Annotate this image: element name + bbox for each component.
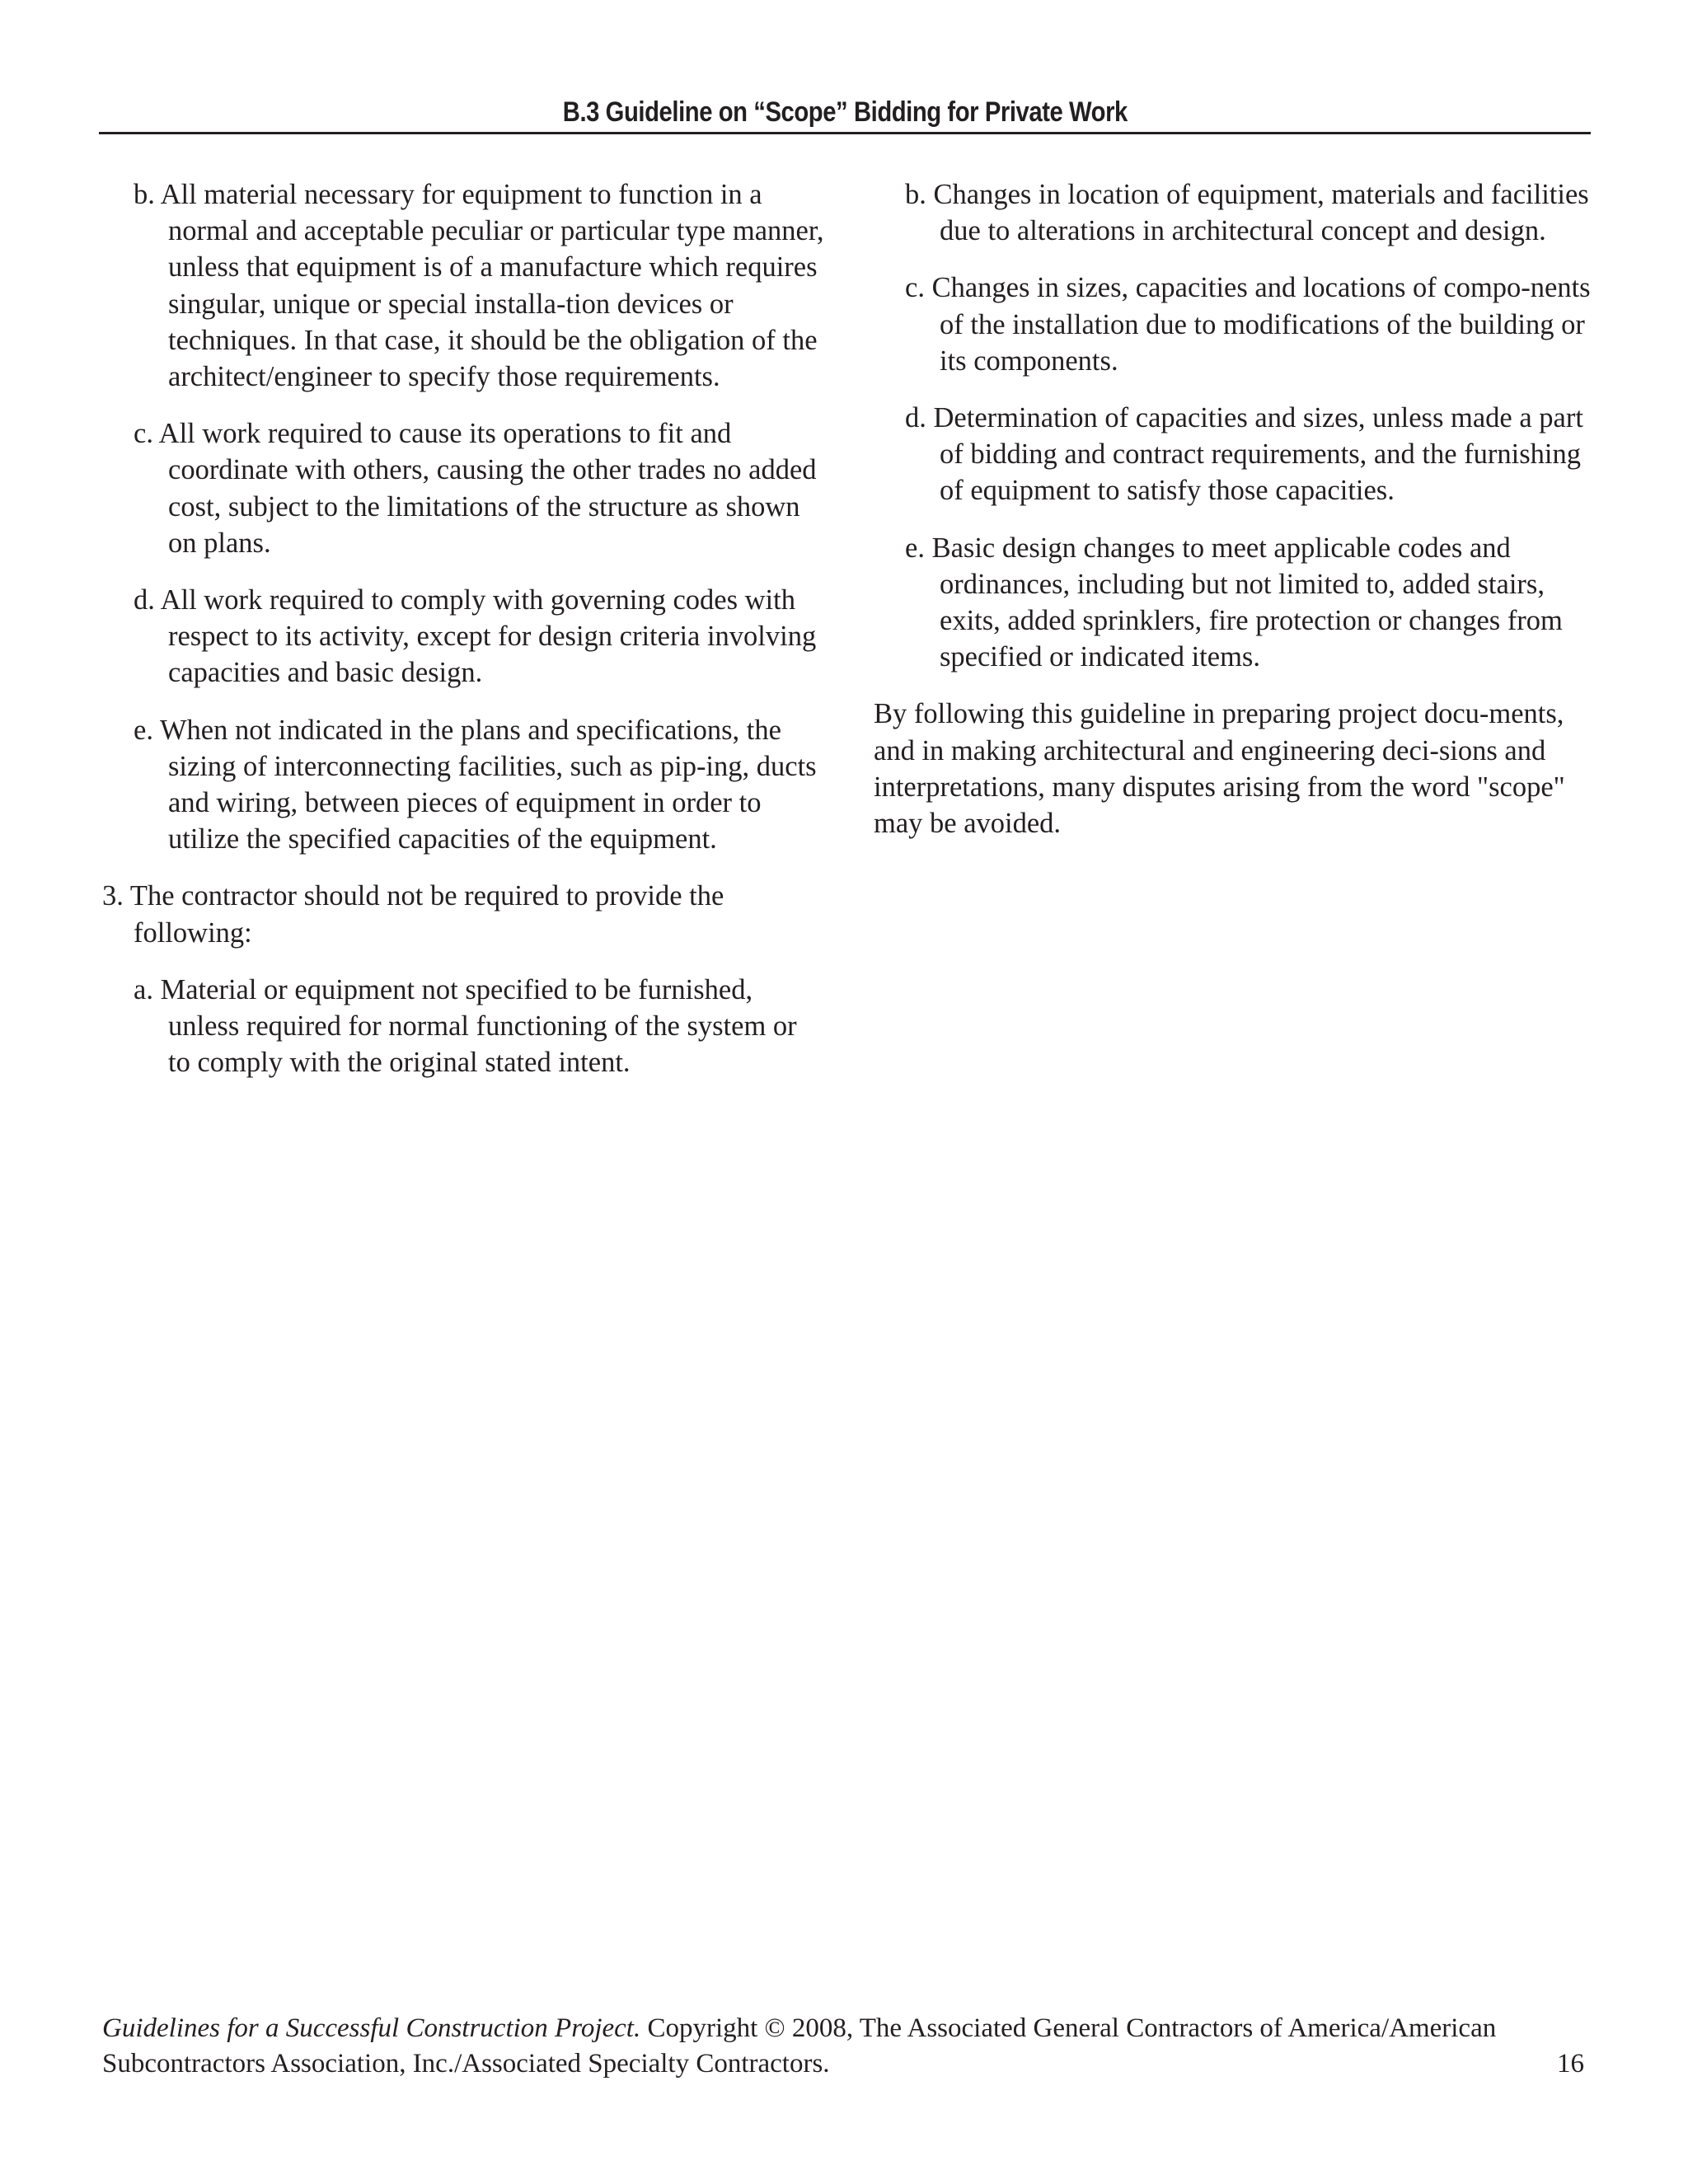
list-item-3a: a. Material or equipment not specified to be furnished, unless required for normal functioning of the system or to comply with the original stated intent. — [134, 973, 797, 1079]
list-item-3: 3. The contractor should not be required to provide the following: — [102, 880, 724, 949]
right-column — [874, 176, 1591, 862]
list-item-d-left: d. All work required to comply with governing codes with respect to its activity, except for design criteria involving capacities and basic design. — [134, 584, 817, 689]
page-title: B.3 Guideline on “Scope” Bidding for Private Work — [562, 96, 1128, 128]
list-item-b-right: b. Changes in location of equipment, materials and facilities due to alterations in architectural concept and design. — [905, 179, 1589, 247]
page-number: 16 — [1557, 2049, 1584, 2079]
list-item-d-right: d. Determination of capacities and sizes, unless made a part of bidding and contract requirements, and the furnishing of equipment to satisfy those capacities. — [905, 402, 1583, 507]
list-item-e-right: e. Basic design changes to meet applicable codes and ordinances, including but not limited to, added stairs, exits, added sprinklers, fire protection or changes from specified or indicated items. — [905, 532, 1563, 673]
list-item-c-left: c. All work required to cause its operations to fit and coordinate with others, causing the other trades no added cost, subject to the limitations of the structure as shown on plans. — [134, 418, 817, 559]
list-item-b-left: b. All material necessary for equipment to function in a normal and acceptable peculiar or particular type manner, unless that equipment is of a manufacture which requires singular, unique or special installa-tion devices or techniques. In that case, it should be the obligation of the architect/engineer to specify those requirements. — [134, 179, 824, 393]
page-footer — [102, 2011, 1591, 2082]
footer-copyright: Copyright © 2008, The Associated General Contractors of America/American Subcontractors Association, Inc./Associated Specialty Contractors. — [102, 2013, 1497, 2079]
footer-book-title: Guidelines for a Successful Construction Project. — [102, 2013, 641, 2043]
closing-paragraph: By following this guideline in preparing project docu-ments, and in making architectural and engineering deci-sions and interpretations, many disputes arising from the word "scope" may be avoided. — [874, 698, 1565, 840]
list-item-e-left: e. When not indicated in the plans and specifications, the sizing of interconnecting facilities, such as pip-ing, ducts and wiring, between pieces of equipment in order to utilize the specified capacities of the equipment. — [134, 714, 817, 855]
page-header — [99, 92, 1591, 134]
left-column — [102, 176, 824, 1101]
list-item-c-right: c. Changes in sizes, capacities and locations of compo-nents of the installation due to modifications of the building or its components. — [905, 272, 1591, 377]
